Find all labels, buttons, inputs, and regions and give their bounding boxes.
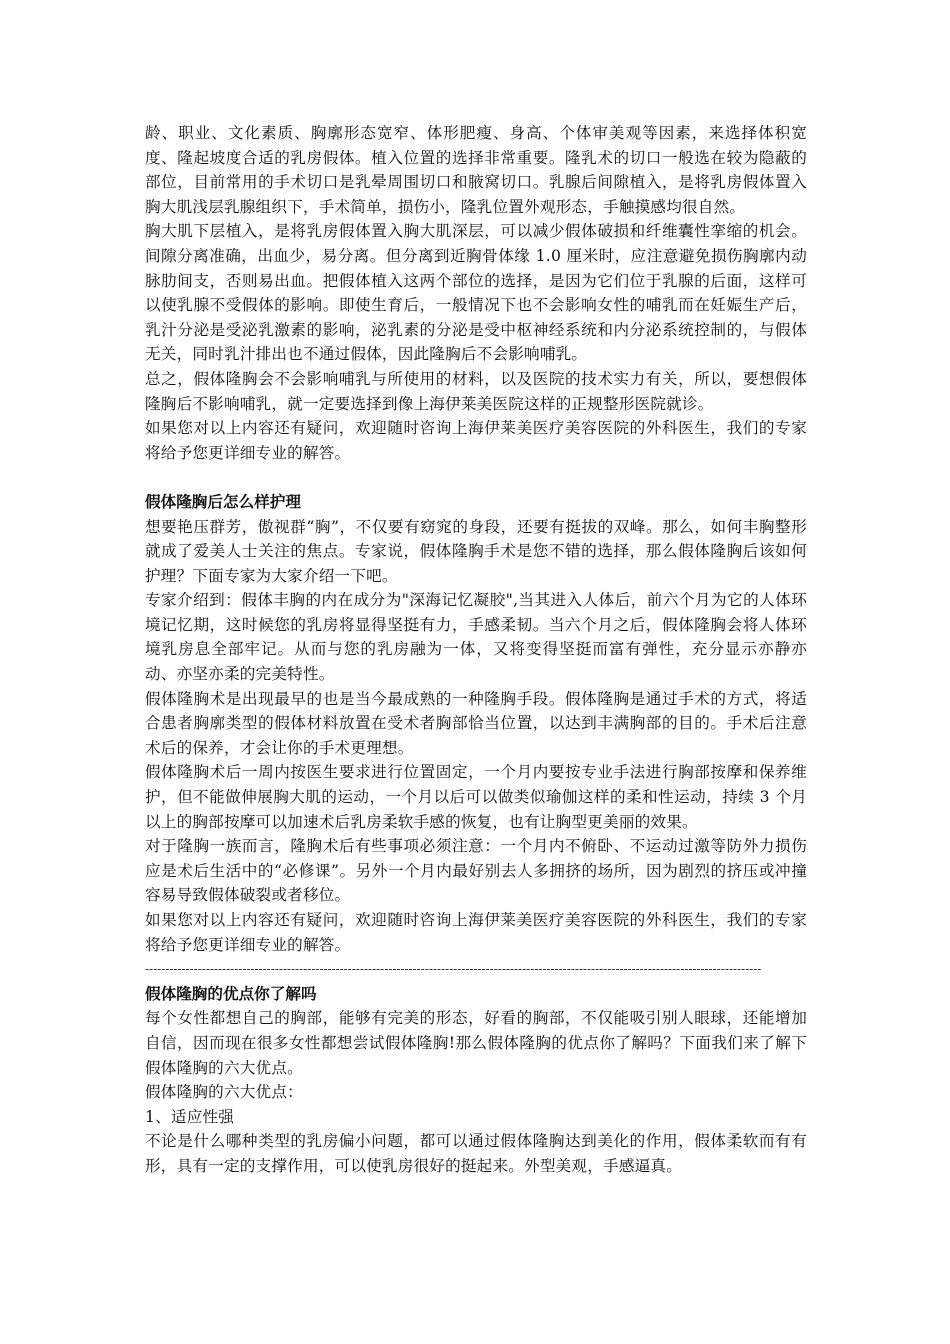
dashed-divider: -------------------------------------------------------------------------------------------------------------------------------------------------------- bbox=[145, 962, 762, 977]
list-item-heading: 1、适应性强 bbox=[145, 1107, 235, 1126]
blank-line bbox=[145, 465, 807, 490]
paragraph: 如果您对以上内容还有疑问，欢迎随时咨询上海伊莱美医疗美容医院的外科医生，我们的专家将给予您更详细专业的解答。 bbox=[145, 419, 807, 462]
paragraph: 想要艳压群芳，傲视群“胸”，不仅要有窈窕的身段，还要有挺拔的双峰。那么，如何丰胸整形就成了爱美人士关注的焦点。专家说，假体隆胸手术是您不错的选择，那么假体隆胸后该如何护理？下面专家为大家介绍一下吧。 bbox=[145, 517, 807, 585]
paragraph: 假体隆胸术是出现最早的也是当今最成熟的一种隆胸手段。假体隆胸是通过手术的方式，将适合患者胸廓类型的假体材料放置在受术者胸部恰当位置，以达到丰满胸部的目的。手术后注意术后的保养，才会让你的手术更理想。 bbox=[145, 689, 807, 757]
paragraph: 龄、职业、文化素质、胸廓形态宽窄、体形肥瘦、身高、个体审美观等因素，来选择体积宽度、隆起坡度合适的乳房假体。植入位置的选择非常重要。隆乳术的切口一般选在较为隐蔽的部位，目前常用的手术切口是乳晕周围切口和腋窝切口。乳腺后间隙植入，是将乳房假体置入胸大肌浅层乳腺组织下，手术简单，损伤小，隆乳位置外观形态，手触摸感均很自然。 bbox=[145, 124, 807, 216]
paragraph: 每个女性都想自己的胸部，能够有完美的形态，好看的胸部，不仅能吸引别人眼球，还能增加自信，因而现在很多女性都想尝试假体隆胸!那么假体隆胸的优点你了解吗？下面我们来了解下假体隆胸的六大优点。 bbox=[145, 1009, 807, 1077]
paragraph: 不论是什么哪种类型的乳房偏小问题，都可以通过假体隆胸达到美化的作用，假体柔软而有有形，具有一定的支撑作用，可以使乳房很好的挺起来。外型美观，手感逼真。 bbox=[145, 1132, 807, 1175]
section-title-advantages: 假体隆胸的优点你了解吗 bbox=[145, 984, 317, 1003]
paragraph: 对于隆胸一族而言，隆胸术后有些事项必须注意：一个月内不俯卧、不运动过激等防外力损伤应是术后生活中的“必修课”。另外一个月内最好别去人多拥挤的场所，因为剧烈的挤压或冲撞容易导致假体破裂或者移位。 bbox=[145, 837, 807, 905]
paragraph: 假体隆胸术后一周内按医生要求进行位置固定，一个月内要按专业手法进行胸部按摩和保养维护，但不能做伸展胸大肌的运动，一个月以后可以做类似瑜伽这样的柔和性运动，持续 3 个月以上的胸部按摩可以加速术后乳房柔软手感的恢复，也有让胸型更美丽的效果。 bbox=[145, 763, 807, 831]
paragraph: 胸大肌下层植入，是将乳房假体置入胸大肌深层，可以减少假体破损和纤维囊性挛缩的机会。间隙分离准确，出血少，易分离。但分离到近胸骨体缘 1.0 厘米时，应注意避免损伤胸廓内动脉肋间支，否则易出血。把假体植入这两个部位的选择，是因为它们位于乳腺的后面，这样可以使乳腺不受假体的影响。即使生育后，一般情况下也不会影响女性的哺乳而在妊娠生产后，乳汁分泌是受泌乳激素的影响，泌乳素的分泌是受中枢神经系统和内分泌系统控制的，与假体无关，同时乳汁排出也不通过假体，因此隆胸后不会影响哺乳。 bbox=[145, 222, 807, 364]
section-title-aftercare: 假体隆胸后怎么样护理 bbox=[145, 492, 301, 511]
paragraph: 总之，假体隆胸会不会影响哺乳与所使用的材料，以及医院的技术实力有关，所以，要想假体隆胸后不影响哺乳，就一定要选择到像上海伊莱美医院这样的正规整形医院就诊。 bbox=[145, 369, 807, 413]
document-page bbox=[145, 121, 807, 1179]
paragraph: 专家介绍到：假体丰胸的内在成分为"深海记忆凝胶",当其进入人体后，前六个月为它的人体环境记忆期，这时候您的乳房将显得坚挺有力，手感柔韧。当六个月之后，假体隆胸会将人体环境乳房息全部牢记。从而与您的乳房融为一体，又将变得坚挺而富有弹性，充分显示亦静亦动、亦坚亦柔的完美特性。 bbox=[145, 591, 807, 684]
paragraph: 假体隆胸的六大优点： bbox=[145, 1083, 303, 1102]
paragraph: 如果您对以上内容还有疑问，欢迎随时咨询上海伊莱美医疗美容医院的外科医生，我们的专家将给予您更详细专业的解答。 bbox=[145, 911, 807, 954]
